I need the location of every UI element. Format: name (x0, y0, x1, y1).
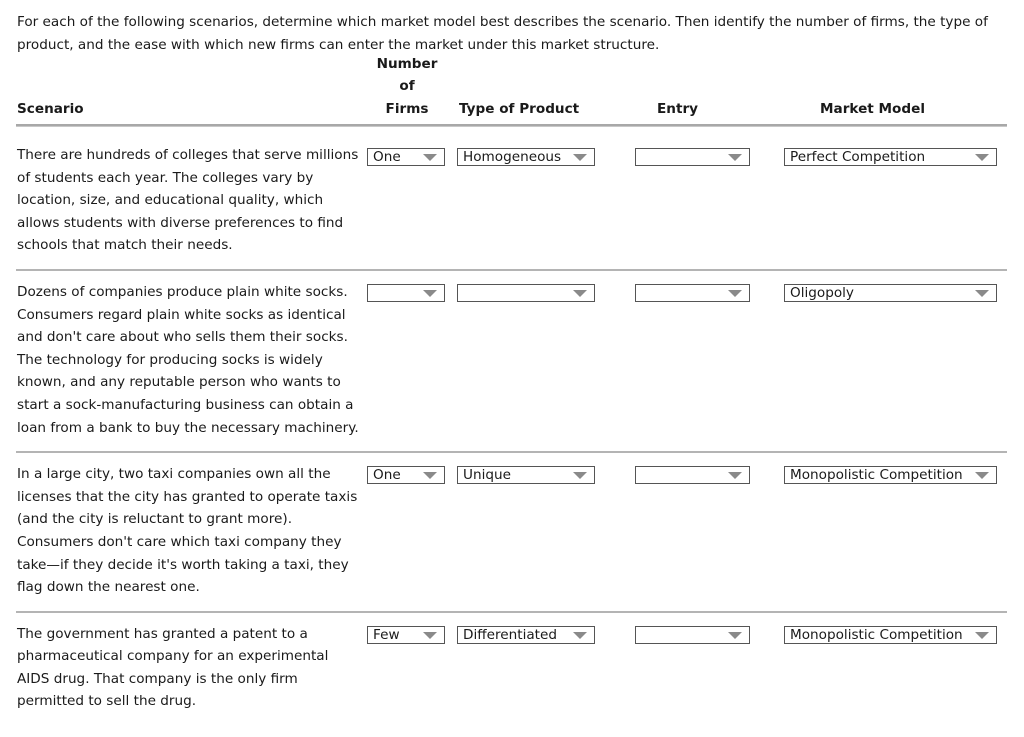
header-firms-line1: Number of (376, 55, 438, 94)
chevron-down-icon (573, 290, 587, 297)
instructions-text: For each of the following scenarios, determine which market model best describes the scenario. Then identify the number of firms, the type of product, and the ease with which new firms can enter the market under this market structure. (17, 14, 988, 53)
market-model-table (16, 55, 1007, 725)
type-of-product-dropdown[interactable] (457, 148, 595, 166)
table-row (16, 134, 1007, 271)
dropdown-value: Oligopoly (790, 284, 854, 301)
chevron-down-icon (423, 632, 437, 639)
entry-dropdown[interactable] (635, 284, 750, 302)
chevron-down-icon (975, 472, 989, 479)
chevron-down-icon (573, 632, 587, 639)
chevron-down-icon (728, 290, 742, 297)
chevron-down-icon (975, 154, 989, 161)
dropdown-value: Perfect Competition (790, 149, 926, 165)
chevron-down-icon (573, 472, 587, 479)
type-of-product-dropdown[interactable] (457, 284, 595, 302)
number-of-firms-dropdown[interactable] (367, 284, 445, 302)
entry-dropdown[interactable] (635, 626, 750, 644)
chevron-down-icon (728, 472, 742, 479)
chevron-down-icon (975, 290, 989, 297)
chevron-down-icon (728, 154, 742, 161)
dropdown-value: Unique (463, 467, 511, 484)
number-of-firms-dropdown[interactable] (367, 466, 445, 484)
number-of-firms-dropdown[interactable] (367, 626, 445, 644)
chevron-down-icon (423, 472, 437, 479)
chevron-down-icon (423, 154, 437, 161)
market-model-dropdown[interactable] (784, 284, 997, 302)
type-of-product-dropdown[interactable] (457, 466, 595, 484)
dropdown-value: Monopolistic Competition (790, 467, 963, 484)
market-model-dropdown[interactable] (784, 626, 997, 644)
header-number-of-firms (367, 53, 447, 121)
table-row (16, 271, 1007, 453)
chevron-down-icon (975, 632, 989, 639)
number-of-firms-dropdown[interactable] (367, 148, 445, 166)
table-row (16, 613, 1007, 725)
header-type-of-product: Type of Product (459, 100, 580, 117)
chevron-down-icon (423, 290, 437, 297)
entry-dropdown[interactable] (635, 148, 750, 166)
header-divider (16, 124, 1007, 127)
table-row (16, 453, 1007, 613)
type-of-product-dropdown[interactable] (457, 626, 595, 644)
dropdown-value: Differentiated (463, 626, 558, 643)
scenario-text: Dozens of companies produce plain white socks. Consumers regard plain white socks as identical and don't care about who sells them their socks. The technology for producing socks is widely known, and any reputable person who wants to start a sock-manufacturing business can obtain a loan from a bank to buy the necessary machinery. (17, 283, 359, 436)
table-header (16, 55, 1007, 122)
market-model-dropdown[interactable] (784, 466, 997, 484)
chevron-down-icon (728, 632, 742, 639)
dropdown-value: Monopolistic Competition (790, 626, 963, 643)
dropdown-value: One (373, 467, 401, 484)
entry-dropdown[interactable] (635, 466, 750, 484)
scenario-text: The government has granted a patent to a pharmaceutical company for an experimental AIDS drug. That company is the only firm permitted to sell the drug. (17, 625, 329, 710)
dropdown-value: Few (373, 626, 400, 643)
market-model-dropdown[interactable] (784, 148, 997, 166)
chevron-down-icon (573, 154, 587, 161)
scenario-text: In a large city, two taxi companies own all the licenses that the city has granted to operate taxis (and the city is reluctant to grant more). Consumers don't care which taxi company they take—if they decide it's worth taking a taxi, they flag down the nearest one. (17, 466, 358, 596)
header-scenario: Scenario (17, 100, 84, 117)
scenario-text: There are hundreds of colleges that serve millions of students each year. The colleges vary by location, size, and educational quality, which allows students with diverse preferences to find schools that match their needs. (17, 147, 359, 254)
dropdown-value: Homogeneous (463, 149, 562, 165)
header-market-model: Market Model (820, 100, 926, 117)
dropdown-value: One (373, 149, 401, 165)
header-firms-line2: Firms (385, 100, 429, 117)
header-entry: Entry (657, 100, 699, 117)
